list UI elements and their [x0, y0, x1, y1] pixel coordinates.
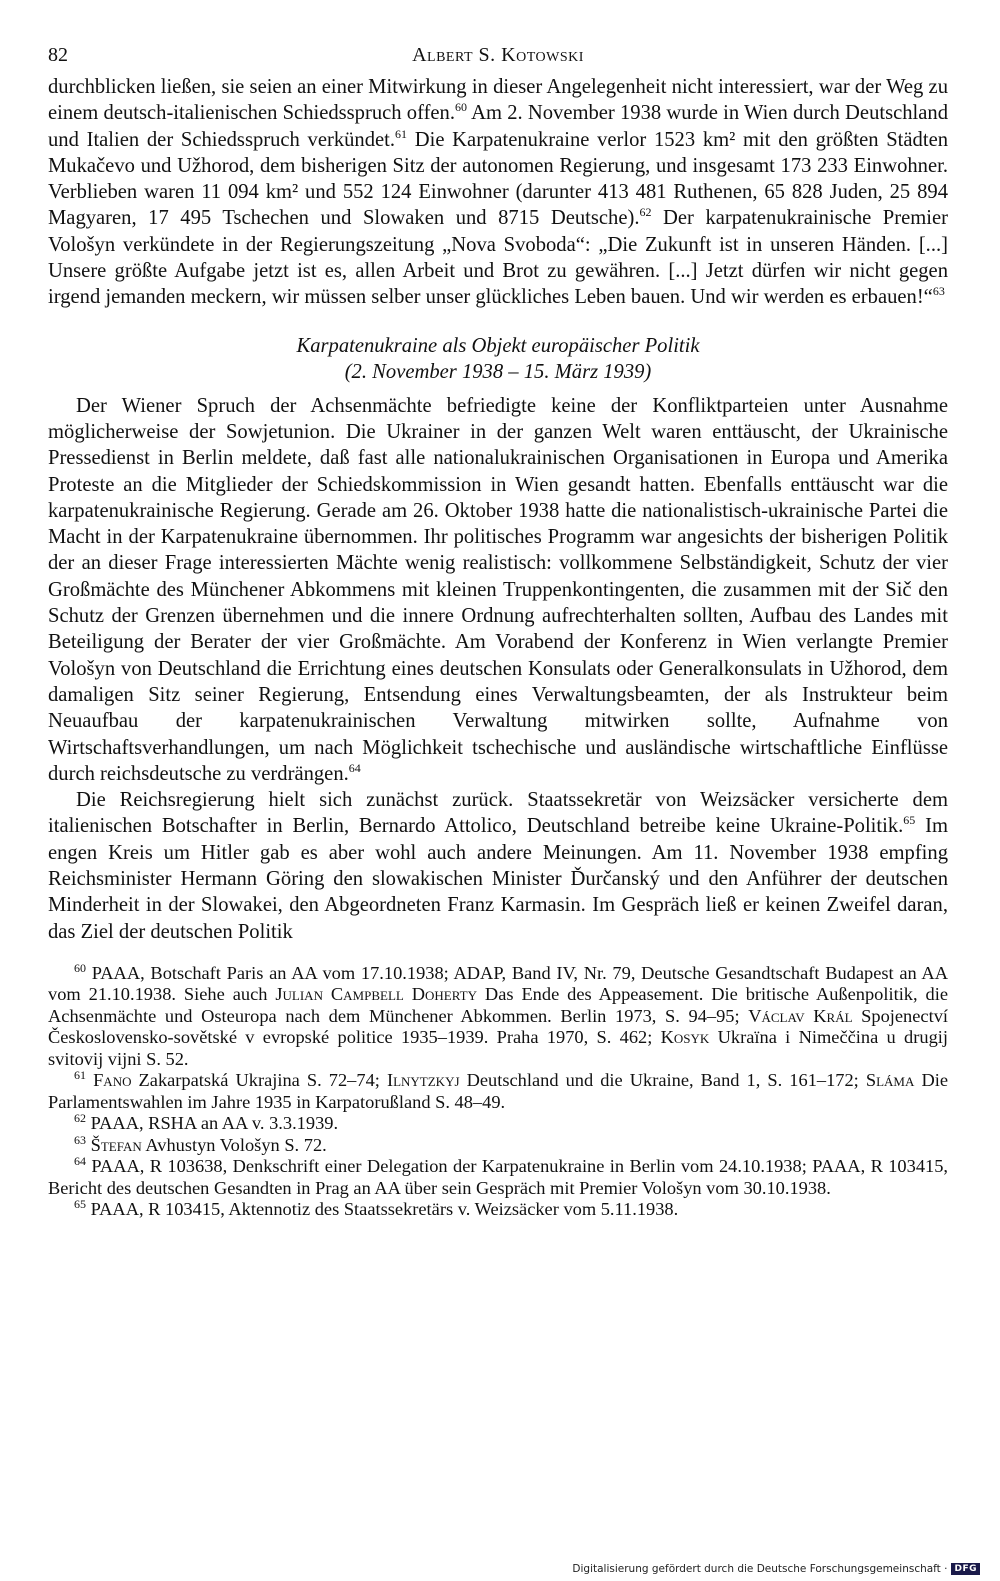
footnote-ref-64[interactable]: 64 [348, 760, 361, 775]
footnote-number: 63 [74, 1132, 86, 1147]
author-name: Sláma [865, 1070, 915, 1091]
page-header [48, 40, 948, 74]
footnote-text: PAAA, R 103638, Denkschrift einer Delegation der Karpatenukraine in Berlin vom 24.10.1938; PAAA, R 103415, Bericht des deutschen Gesandten in Prag an AA über sein Gespräch mit Premier Vološyn vom 30.10.1938. [48, 1156, 948, 1198]
footnote-text: Das Ende des Appeasement. Die britische Außenpolitik, die Achsenmächte und Osteuropa nach dem Münchener Abkommen. Berlin 1973, S. 94–95; [48, 984, 949, 1026]
text-run: Im engen Kreis um Hitler gab es aber wohl auch andere Meinungen. Am 11. November 1938 empfing Reichsminister Hermann Göring den slowakischen Minister Ďurčanský und den Anführer der deutschen Minderheit in der Slowakei, den Abgeordneten Franz Karmasin. Im Gespräch ließ er keinen Zweifel daran, das Ziel der deutschen Politik [48, 815, 948, 943]
author-name: Ilnytzkyj [386, 1070, 460, 1091]
paragraph-3 [48, 787, 948, 945]
text-run: Der karpatenukrainische Premier Vološyn verkündete in der Regierungszeitung „Nova Svoboda“: „Die Zukunft ist in unseren Händen. [...] Unsere größte Aufgabe jetzt ist es, allen Arbeit und Brot zu gewähren. [...] Jetzt dürfen wir nicht gegen irgend jemanden meckern, wir müssen selber unser glückliches Leben bauen. Und wir werden es erbauen!“ [48, 207, 948, 309]
footnote-ref-62[interactable]: 62 [639, 205, 652, 220]
footnote-ref-65[interactable]: 65 [903, 813, 916, 828]
footnote-63 [48, 1132, 948, 1157]
footnote-text: Zakarpatská Ukrajina S. 72–74; [131, 1070, 387, 1091]
scan-credit-text: Digitalisierung gefördert durch die Deutsche Forschungsgemeinschaft · [572, 1563, 948, 1575]
footnote-65 [48, 1199, 948, 1221]
page-number: 82 [48, 44, 68, 66]
footnote-60 [48, 960, 949, 1071]
paragraph-1 [48, 74, 948, 311]
footnote-number: 60 [74, 960, 86, 975]
footnote-text: PAAA, R 103415, Aktennotiz des Staatssekretärs v. Weizsäcker vom 5.11.1938. [86, 1199, 679, 1220]
footnote-ref-61[interactable]: 61 [395, 126, 408, 141]
footnote-number: 65 [74, 1197, 86, 1212]
footnote-text: Ukraïna i Nimeččina u drugij svitovij vijni S. 52. [48, 1027, 948, 1069]
footnote-text: Avhustyn Vološyn S. 72. [141, 1134, 327, 1155]
footnote-number: 62 [74, 1111, 86, 1126]
book-page [48, 40, 948, 1221]
text-run: Am 2. November 1938 wurde in Wien durch Deutschland und Italien der Schiedsspruch verkündet. [48, 102, 949, 151]
text-run: Der Wiener Spruch der Achsenmächte befriedigte keine der Konfliktparteien unter Ausnahme möglicherweise der Sowjetunion. Die Ukrainer in der ganzen Welt waren enttäuscht, der Ukrainische Pressedienst in Berlin meldete, daß fast alle nationalukrainischen Organisationen in Europa und Amerika Proteste an die Mitglieder der Schiedskommission in Wien gesandt hatten. Ebenfalls enttäuscht war die karpatenukrainische Regierung. Gerade am 26. Oktober 1938 hatte die nationalistisch-ukrainische Partei die Macht in der Karpatenukraine übernommen. Ihr politisches Programm war angesichts der bisherigen Politik der an dieser Frage interessierten Mächte wenig realistisch: vollkommene Selbständigkeit, Schutz der vier Großmächte des Münchener Abkommens mit kleinen Truppenkontingenten, die zusammen mit der Sič den Schutz der Grenzen übernehmen und die innere Ordnung aufrechterhalten sollten, Aufbau des Landes mit Beteiligung der Berater der vier Großmächte. Am Vorabend der Konferenz in Wien verlangte Premier Vološyn von Deutschland die Errichtung eines deutschen Konsulats oder Generalkonsulats in Užhorod, dem damaligen Sitz seiner Regierung, Entsendung eines Verwaltungsbeamten, der als Instrukteur beim Neuaufbau der karpatenukrainischen Verwaltung mitwirken sollte, Aufnahme von Wirtschaftsverhandlungen, um nach Möglichkeit tschechische und ausländische wirtschaftliche Einflüsse durch reichsdeutsche zu verdrängen. [48, 394, 948, 785]
author-name: Kosyk [660, 1027, 710, 1048]
paragraph-2 [48, 393, 948, 787]
section-heading [48, 333, 948, 385]
footnotes [48, 960, 949, 1221]
scan-credit [572, 1563, 980, 1575]
footnote-62 [48, 1113, 948, 1135]
author-name: Štefan [90, 1134, 142, 1155]
author-name: Václav Král [748, 1005, 853, 1026]
text-run: Die Karpatenukraine verlor 1523 km² mit den größten Städten Mukačevo und Užhorod, dem bisherigen Sitz der autonomen Regierung, und insgesamt 173 233 Einwohner. Verblieben waren 11 094 km² und 552 124 Einwohner (darunter 413 481 Ruthenen, 65 828 Juden, 25 894 Magyaren, 17 495 Tschechen und Slowaken und 8715 Deutsche). [48, 128, 949, 230]
section-heading-title: Karpatenukraine als Objekt europäischer Politik [296, 334, 700, 357]
footnote-text: Spojenectví Československo-sovětské v evropské politice 1935–1939. Praha 1970, S. 462; [48, 1005, 948, 1048]
footnote-text: PAAA, Botschaft Paris an AA vom 17.10.1938; ADAP, Band IV, Nr. 79, Deutsche Gesandtschaft Budapest an AA vom 21.10.1938. Siehe auch [48, 962, 948, 1005]
author-name: Julian Campbell Doherty [275, 984, 477, 1005]
author-name: Fano [93, 1070, 132, 1091]
dfg-logo[interactable]: DFG [951, 1563, 980, 1575]
footnote-number: 61 [74, 1068, 86, 1083]
footnote-number: 64 [74, 1154, 86, 1169]
text-run: durchblicken ließen, sie seien an einer Mitwirkung in dieser Angelegenheit nicht interessiert, war der Weg zu einem deutsch-italienischen Schiedsspruch offen. [48, 76, 948, 125]
section-heading-dates: (2. November 1938 – 15. März 1939) [344, 360, 652, 383]
text-run: Die Reichsregierung hielt sich zunächst zurück. Staatssekretär von Weizsäcker versicherte dem italienischen Botschafter in Berlin, Bernardo Attolico, Deutschland betreibe keine Ukraine-Politik. [48, 789, 948, 838]
footnote-text: Die Parlamentswahlen im Jahre 1935 in Karpatorußland S. 48–49. [48, 1070, 948, 1112]
footnote-text: Deutschland und die Ukraine, Band 1, S. 161–172; [459, 1070, 866, 1091]
running-head: Albert S. Kotowski [412, 44, 584, 66]
footnote-text: PAAA, RSHA an AA v. 3.3.1939. [86, 1113, 339, 1134]
footnote-ref-60[interactable]: 60 [455, 100, 468, 115]
footnote-64 [48, 1156, 948, 1199]
body-text [48, 74, 948, 945]
footnote-61 [48, 1070, 948, 1113]
footnote-ref-63[interactable]: 63 [932, 284, 945, 299]
